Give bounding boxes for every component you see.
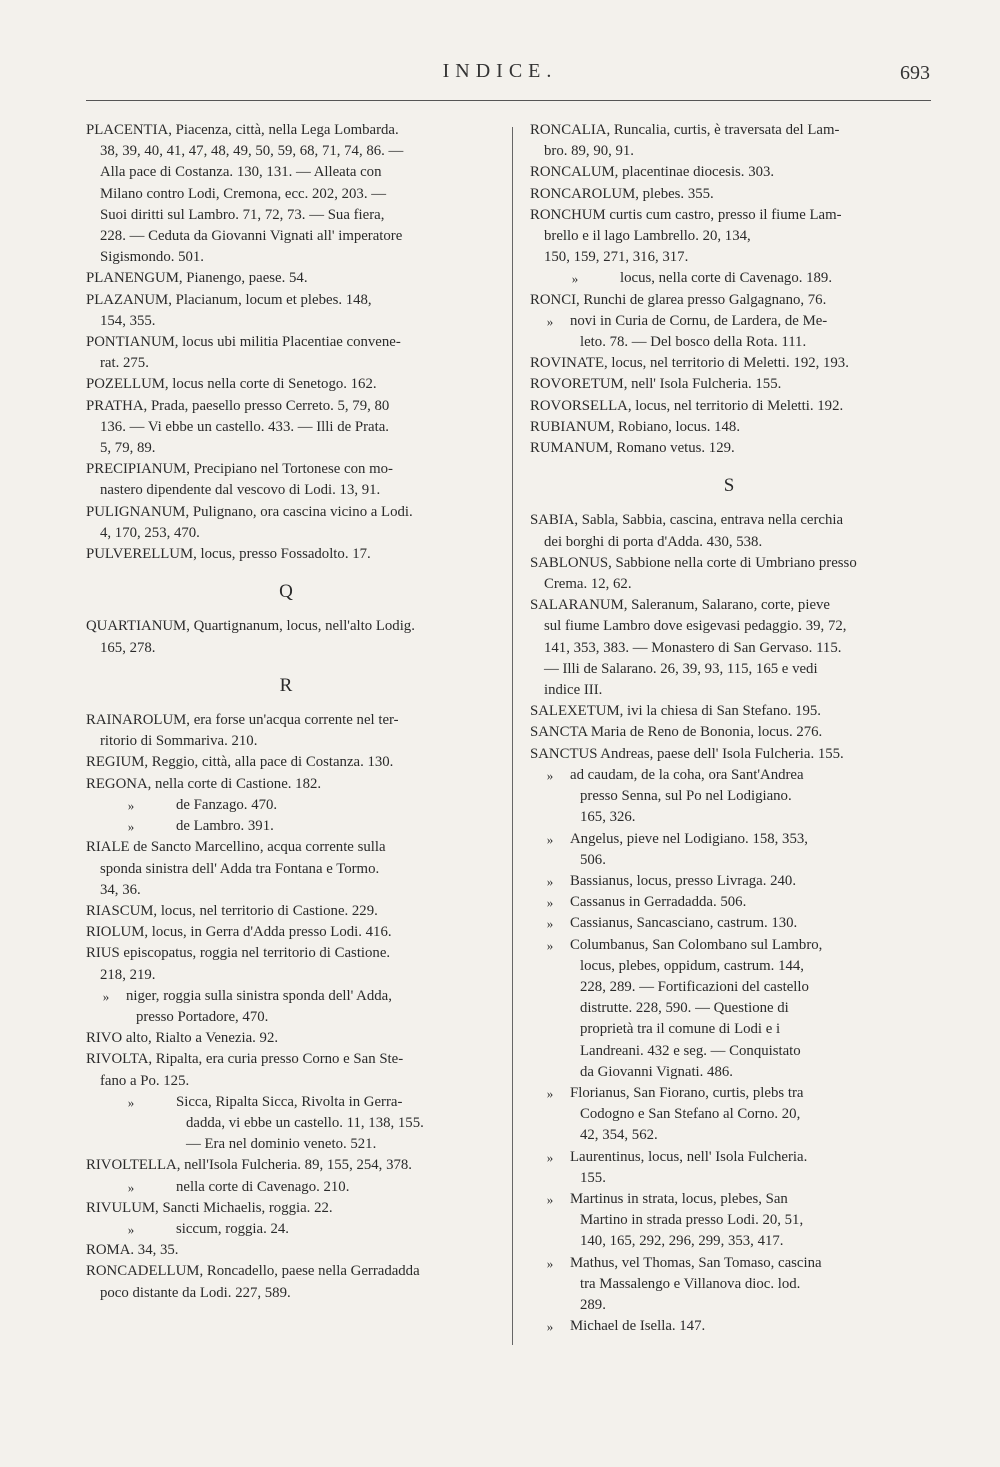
entry-line: REGIUM, Reggio, città, alla pace di Costanza. 130.	[86, 754, 394, 771]
sub-entry	[530, 1189, 928, 1253]
index-entry	[530, 701, 928, 722]
entry-line: Cassanus in Gerradadda. 506.	[570, 894, 747, 911]
entry-line: sul fiume Lambro dove esigevasi pedaggio. 39, 72,	[544, 618, 847, 635]
index-entry	[86, 502, 486, 544]
index-entry	[530, 374, 928, 395]
entry-line: 4, 170, 253, 470.	[100, 524, 200, 541]
entry-line: 289.	[580, 1296, 606, 1313]
entry-line: bro. 89, 90, 91.	[544, 143, 635, 160]
entry-line: 136. — Vi ebbe un castello. 433. — Illi de Prata.	[100, 418, 389, 435]
entry-group	[86, 837, 486, 985]
index-entry	[530, 722, 928, 743]
entry-line: RONCADELLUM, Roncadello, paese nella Gerradadda	[86, 1263, 420, 1280]
entry-line: 150, 159, 271, 316, 317.	[544, 249, 689, 266]
entry-line: PULIGNANUM, Pulignano, ora cascina vicino a Lodi.	[86, 503, 413, 520]
entry-line: RIVULUM, Sancti Michaelis, roggia. 22.	[86, 1199, 333, 1216]
sub-entry	[530, 268, 928, 289]
ditto-mark: »	[546, 1255, 554, 1271]
entry-line: locus, plebes, oppidum, castrum. 144,	[580, 957, 804, 974]
entry-line: leto. 78. — Del bosco della Rota. 111.	[580, 334, 807, 351]
ditto-mark: »	[546, 895, 554, 911]
index-entry	[86, 774, 486, 795]
index-entry	[530, 438, 928, 459]
entry-line: tra Massalengo e Villanova dioc. lod.	[580, 1275, 801, 1292]
ditto-mark: »	[546, 831, 554, 847]
entry-line: RIVO alto, Rialto a Venezia. 92.	[86, 1030, 279, 1047]
entry-line: 5, 79, 89.	[100, 440, 156, 457]
index-entry	[86, 901, 486, 922]
entry-line: 154, 355.	[100, 312, 156, 329]
sub-entry	[530, 871, 928, 892]
ditto-mark: »	[127, 797, 135, 813]
entry-line: PULVERELLUM, locus, presso Fossadolto. 17.	[86, 546, 371, 563]
entry-line: Alla pace di Costanza. 130, 131. — Alleata con	[100, 164, 382, 181]
left-column	[86, 120, 486, 1304]
entry-line: niger, roggia sulla sinistra sponda dell' Adda,	[126, 987, 392, 1004]
index-entry	[86, 268, 486, 289]
index-entry	[86, 1198, 486, 1219]
entry-line: sponda sinistra dell' Adda tra Fontana e Tormo.	[100, 860, 380, 877]
index-entry	[86, 1155, 486, 1176]
entry-line: ad caudam, de la coha, ora Sant'Andrea	[570, 766, 804, 783]
index-entry	[86, 1028, 486, 1049]
entry-line: 141, 353, 383. — Monastero di San Gervaso. 115.	[544, 639, 842, 656]
entry-line: nastero dipendente dal vescovo di Lodi. 13, 91.	[100, 482, 381, 499]
entry-line: dei borghi di porta d'Adda. 430, 538.	[544, 533, 763, 550]
sub-entry	[530, 892, 928, 913]
entry-line: Landreani. 432 e seg. — Conquistato	[580, 1042, 801, 1059]
sub-entry	[86, 1219, 486, 1240]
entry-line: ROVINATE, locus, nel territorio di Meletti. 192, 193.	[530, 355, 849, 372]
index-entry	[530, 396, 928, 417]
entry-line: ritorio di Sommariva. 210.	[100, 733, 258, 750]
entry-line: brello e il lago Lambrello. 20, 134,	[544, 228, 751, 245]
entry-line: Florianus, San Fiorano, curtis, plebs tra	[570, 1084, 804, 1101]
entry-line: RAINAROLUM, era forse un'acqua corrente nel ter-	[86, 712, 399, 729]
ditto-mark: »	[546, 1319, 554, 1335]
ditto-mark: »	[127, 1221, 135, 1237]
entry-line: fano a Po. 125.	[100, 1072, 190, 1089]
index-entry	[86, 1049, 486, 1091]
column-divider	[512, 127, 513, 1345]
sub-entry-group	[86, 1219, 486, 1240]
ditto-mark: »	[546, 916, 554, 932]
entry-line: poco distante da Lodi. 227, 589.	[100, 1284, 291, 1301]
sub-entry	[530, 935, 928, 1083]
ditto-mark: »	[546, 313, 554, 329]
ditto-mark: »	[546, 767, 554, 783]
ditto-mark: »	[546, 873, 554, 889]
index-entry	[86, 710, 486, 752]
entry-line: dadda, vi ebbe un castello. 11, 138, 155.	[186, 1114, 424, 1131]
entry-line: PLACENTIA, Piacenza, città, nella Lega Lombarda.	[86, 122, 399, 138]
entry-line: 165, 278.	[100, 639, 156, 656]
entry-line: Sicca, Ripalta Sicca, Rivolta in Gerra-	[176, 1093, 403, 1110]
entry-line: QUARTIANUM, Quartignanum, locus, nell'alto Lodig.	[86, 618, 415, 635]
sub-entry	[530, 913, 928, 934]
entry-line: Cassianus, Sancasciano, castrum. 130.	[570, 915, 798, 932]
index-entry	[530, 353, 928, 374]
index-entry	[530, 595, 928, 701]
index-entry	[86, 459, 486, 501]
entry-line: 140, 165, 292, 296, 299, 353, 417.	[580, 1233, 784, 1250]
sub-entry-group	[530, 311, 928, 353]
entry-group	[530, 120, 928, 268]
entry-line: nella corte di Cavenago. 210.	[176, 1178, 350, 1195]
sub-entry	[530, 1147, 928, 1189]
entry-line: Milano contro Lodi, Cremona, ecc. 202, 203. —	[100, 185, 387, 202]
entry-line: 218, 219.	[100, 966, 156, 983]
index-entry	[530, 184, 928, 205]
entry-line: Codogno e San Stefano al Corno. 20,	[580, 1106, 801, 1123]
entry-line: 228. — Ceduta da Giovanni Vignati all' imperatore	[100, 228, 403, 245]
entry-line: proprietà tra il comune di Lodi e i	[580, 1021, 781, 1038]
entry-line: indice III.	[544, 682, 603, 699]
entry-line: RONCI, Runchi de glarea presso Galgagnano, 76.	[530, 291, 827, 308]
entry-line: RONCALIA, Runcalia, curtis, è traversata del Lam-	[530, 122, 840, 138]
entry-line: locus, nella corte di Cavenago. 189.	[620, 270, 833, 287]
entry-group	[530, 353, 928, 459]
page-number: 693	[900, 62, 930, 84]
entry-line: RONCAROLUM, plebes. 355.	[530, 185, 714, 202]
sub-entry	[530, 1316, 928, 1337]
entry-group	[86, 1240, 486, 1304]
entry-line: SABIA, Sabla, Sabbia, cascina, entrava nella cerchia	[530, 512, 844, 529]
sub-entry-group	[530, 765, 928, 1337]
index-entry	[86, 290, 486, 332]
entry-line: Bassianus, locus, presso Livraga. 240.	[570, 872, 797, 889]
entry-group	[86, 120, 486, 565]
index-entry	[530, 290, 928, 311]
entry-line: RUBIANUM, Robiano, locus. 148.	[530, 418, 741, 435]
index-entry	[530, 510, 928, 552]
index-entry	[530, 205, 928, 269]
ditto-mark: »	[546, 1085, 554, 1101]
entry-group	[86, 1028, 486, 1092]
sub-entry	[86, 986, 486, 1028]
entry-line: 38, 39, 40, 41, 47, 48, 49, 50, 59, 68, 71, 74, 86. —	[100, 143, 404, 160]
ditto-mark: »	[102, 988, 110, 1004]
entry-line: Columbanus, San Colombano sul Lambro,	[570, 936, 823, 953]
entry-line: RIUS episcopatus, roggia nel territorio di Castione.	[86, 945, 391, 962]
entry-line: 34, 36.	[100, 881, 141, 898]
header-rule	[86, 100, 931, 101]
ditto-mark: »	[546, 937, 554, 953]
entry-line: RONCHUM curtis cum castro, presso il fiume Lam-	[530, 206, 842, 223]
entry-line: RIASCUM, locus, nel territorio di Castione. 229.	[86, 902, 378, 919]
sub-entry	[86, 795, 486, 816]
sub-entry-group	[86, 795, 486, 837]
entry-group	[530, 510, 928, 764]
entry-line: REGONA, nella corte di Castione. 182.	[86, 775, 322, 792]
section-letter-q: Q	[279, 581, 293, 603]
sub-entry	[530, 1083, 928, 1147]
entry-line: PONTIANUM, locus ubi militia Placentiae convene-	[86, 334, 401, 351]
index-entry	[530, 417, 928, 438]
entry-line: 506.	[580, 851, 606, 868]
index-entry	[530, 120, 928, 162]
sub-entry	[530, 1253, 928, 1317]
sub-entry	[530, 311, 928, 353]
entry-line: Martinus in strata, locus, plebes, San	[570, 1190, 788, 1207]
entry-line: SALARANUM, Saleranum, Salarano, corte, pieve	[530, 597, 830, 614]
sub-entry-group	[86, 1092, 486, 1156]
entry-line: de Fanzago. 470.	[176, 796, 278, 813]
ditto-mark: »	[127, 1094, 135, 1110]
entry-line: siccum, roggia. 24.	[176, 1220, 290, 1237]
ditto-mark: »	[546, 1191, 554, 1207]
index-entry	[530, 553, 928, 595]
entry-line: POZELLUM, locus nella corte di Senetogo. 162.	[86, 376, 377, 393]
entry-line: de Lambro. 391.	[176, 818, 274, 835]
entry-line: PLAZANUM, Placianum, locum et plebes. 148,	[86, 291, 372, 308]
entry-line: 42, 354, 562.	[580, 1127, 658, 1144]
entry-line: Angelus, pieve nel Lodigiano. 158, 353,	[570, 830, 808, 847]
index-entry	[530, 162, 928, 183]
entry-line: Michael de Isella. 147.	[570, 1318, 706, 1335]
entry-line: ROVORSELLA, locus, nel territorio di Meletti. 192.	[530, 397, 844, 414]
section-letter-s: S	[723, 475, 735, 497]
entry-line: 228, 289. — Fortificazioni del castello	[580, 978, 809, 995]
entry-line: rat. 275.	[100, 355, 149, 372]
ditto-mark: »	[127, 1179, 135, 1195]
index-entry	[86, 837, 486, 901]
entry-line: Laurentinus, locus, nell' Isola Fulcheria.	[570, 1148, 808, 1165]
entry-line: Crema. 12, 62.	[544, 576, 632, 593]
entry-line: RIVOLTELLA, nell'Isola Fulcheria. 89, 155, 254, 378.	[86, 1157, 412, 1174]
index-entry	[86, 374, 486, 395]
entry-line: Martino in strada presso Lodi. 20, 51,	[580, 1212, 804, 1229]
entry-line: presso Senna, sul Po nel Lodigiano.	[580, 788, 792, 805]
index-entry	[530, 744, 928, 765]
entry-line: SALEXETUM, ivi la chiesa di San Stefano. 195.	[530, 703, 821, 720]
sub-entry-group	[86, 1177, 486, 1198]
index-entry	[86, 943, 486, 985]
entry-line: Mathus, vel Thomas, San Tomaso, cascina	[570, 1254, 822, 1271]
entry-line: PLANENGUM, Pianengo, paese. 54.	[86, 270, 308, 287]
entry-group	[86, 616, 486, 658]
entry-line: — Era nel dominio veneto. 521.	[186, 1136, 377, 1153]
index-entry	[86, 922, 486, 943]
entry-line: Sigismondo. 501.	[100, 249, 205, 266]
entry-line: Suoi diritti sul Lambro. 71, 72, 73. — Sua fiera,	[100, 206, 385, 223]
entry-line: da Giovanni Vignati. 486.	[580, 1063, 733, 1080]
entry-line: RONCALUM, placentinae diocesis. 303.	[530, 164, 775, 181]
entry-line: — Illi de Salarano. 26, 39, 93, 115, 165 e vedi	[544, 660, 818, 677]
index-entry	[86, 616, 486, 658]
entry-line: RIOLUM, locus, in Gerra d'Adda presso Lodi. 416.	[86, 924, 392, 941]
section-letter-r: R	[279, 674, 293, 696]
entry-line: ROMA. 34, 35.	[86, 1242, 179, 1259]
entry-line: PRECIPIANUM, Precipiano nel Tortonese con mo-	[86, 461, 393, 478]
entry-line: SABLONUS, Sabbione nella corte di Umbriano presso	[530, 554, 857, 571]
index-entry	[86, 396, 486, 460]
sub-entry	[530, 765, 928, 829]
entry-line: distrutte. 228, 590. — Questione di	[580, 1000, 789, 1017]
entry-group	[86, 1155, 486, 1176]
index-entry	[86, 1261, 486, 1303]
index-entry	[86, 332, 486, 374]
index-entry	[86, 544, 486, 565]
entry-line: SANCTUS Andreas, paese dell' Isola Fulcheria. 155.	[530, 745, 844, 762]
entry-line: 155.	[580, 1169, 606, 1186]
sub-entry-group	[86, 986, 486, 1028]
index-entry	[86, 1240, 486, 1261]
entry-group	[86, 1198, 486, 1219]
entry-line: 165, 326.	[580, 809, 636, 826]
entry-line: presso Portadore, 470.	[136, 1008, 269, 1025]
sub-entry	[530, 829, 928, 871]
entry-line: RIVOLTA, Ripalta, era curia presso Corno e San Ste-	[86, 1051, 404, 1068]
ditto-mark: »	[127, 819, 135, 835]
entry-line: RUMANUM, Romano vetus. 129.	[530, 440, 735, 457]
index-entry	[86, 120, 486, 268]
sub-entry	[86, 816, 486, 837]
entry-line: SANCTA Maria de Reno de Bononia, locus. 276.	[530, 724, 823, 741]
sub-entry	[86, 1092, 486, 1156]
entry-line: PRATHA, Prada, paesello presso Cerreto. 5, 79, 80	[86, 397, 390, 414]
entry-line: novi in Curia de Cornu, de Lardera, de Me-	[570, 312, 828, 329]
entry-line: ROVORETUM, nell' Isola Fulcheria. 155.	[530, 376, 782, 393]
entry-group	[530, 290, 928, 311]
index-entry	[86, 752, 486, 773]
running-title: INDICE.	[442, 60, 558, 82]
entry-line: RIALE de Sancto Marcellino, acqua corrente sulla	[86, 839, 386, 856]
sub-entry	[86, 1177, 486, 1198]
ditto-mark: »	[571, 271, 579, 287]
right-column	[530, 120, 928, 1337]
ditto-mark: »	[546, 1149, 554, 1165]
sub-entry-group	[530, 268, 928, 289]
entry-group	[86, 710, 486, 795]
